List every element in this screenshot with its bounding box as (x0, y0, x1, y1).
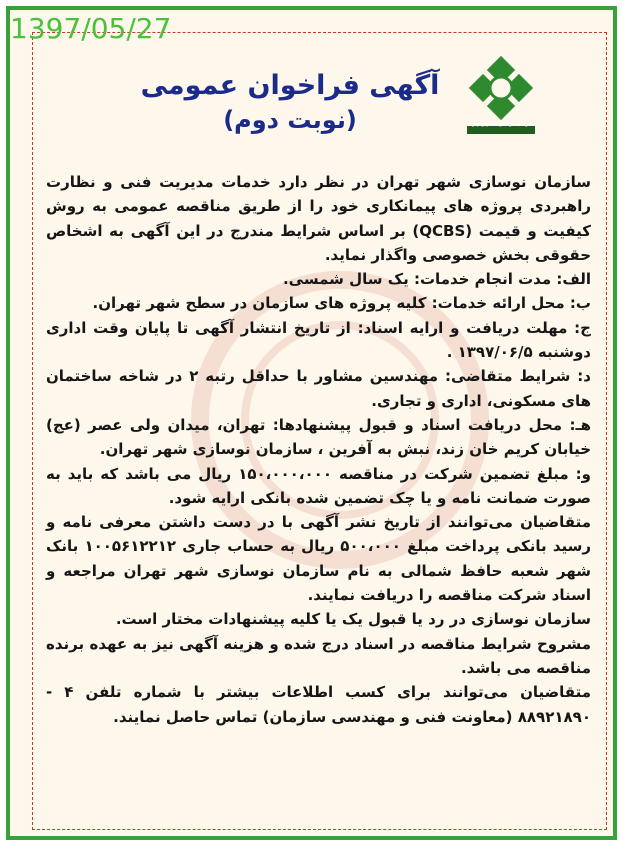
notice-subtitle: (نوبت دوم) (223, 106, 357, 134)
documents-paragraph: متقاضیان می‌توانند از تاریخ نشر آگهی با در دست داشتن معرفی نامه و رسید بانکی پرداخت مبلغ ۵۰۰،۰۰۰ ریال به حساب جاری ۱۰۰۵۶۱۲۲۱۲ بانک شهر شعبه حافظ شمالی به نام سازمان نوسازی شهر تهران مراجعه و اسناد شرکت مناقصه را دریافت نمایند. (46, 513, 591, 605)
clause-vav: و: مبلغ تضمین شرکت در مناقصه ۱۵۰،۰۰۰،۰۰۰ ریال می باشد که باید به صورت ضمانت نامه و یا چک تضمین شده بانکی ارایه شود. (46, 464, 591, 507)
date-stamp: 1397/05/27 (10, 12, 172, 45)
notice-frame (6, 6, 617, 840)
clause-alef: الف: مدت انجام خدمات: یک سال شمسی. (282, 270, 591, 289)
clause-jim: ج: مهلت دریافت و ارایه اسناد: از تاریخ انتشار آگهی تا پایان وقت اداری دوشنبه ۱۳۹۷/۰۶/۵ . (46, 318, 591, 362)
logo-caption: سازمان نوسازی شهر تهران (466, 120, 536, 127)
intro-paragraph: سازمان نوسازی شهر تهران در نظر دارد خدمات مدیریت فنی و نظارت راهبردی پروژه های پیمانکاری خود را از طریق مناقصه عمومی به روش کیفیت و قیمت (QCBS) بر اساس شرایط مندرج در این آگهی به اشخاص حقوقی بخش خصوصی واگذار نماید. (46, 173, 591, 264)
rights-paragraph: سازمان نوسازی در رد یا قبول یک یا کلیه پیشنهادات مختار است. (115, 610, 591, 629)
contact-paragraph: متقاضیان می‌توانند برای کسب اطلاعات بیشتر با شماره تلفن ۴ - ۸۸۹۲۱۸۹۰ (معاونت فنی و مهندسی سازمان) تماس حاصل نمایند. (46, 683, 592, 726)
cost-paragraph: مشروح شرایط مناقصه در اسناد درج شده و هزینه آگهی نیز به عهده برنده مناقصه می باشد. (46, 634, 591, 677)
clause-be: ب: محل ارائه خدمات: کلیه پروژه های سازمان در سطح شهر تهران. (92, 294, 591, 313)
clause-dal: د: شرایط متقاضی: مهندسین مشاور با حداقل رتبه ۲ در شاخه ساختمان های مسکونی، اداری و تجاری. (46, 367, 591, 410)
clause-he: هـ: محل دریافت اسناد و قبول پیشنهادها: تهران، میدان ولی عصر (عج) خیابان کریم خان زند، نبش به آفرین ، سازمان نوسازی شهر تهران. (46, 415, 591, 459)
notice-body (46, 170, 591, 729)
notice-title: آگهی فراخوان عمومی (140, 70, 440, 101)
